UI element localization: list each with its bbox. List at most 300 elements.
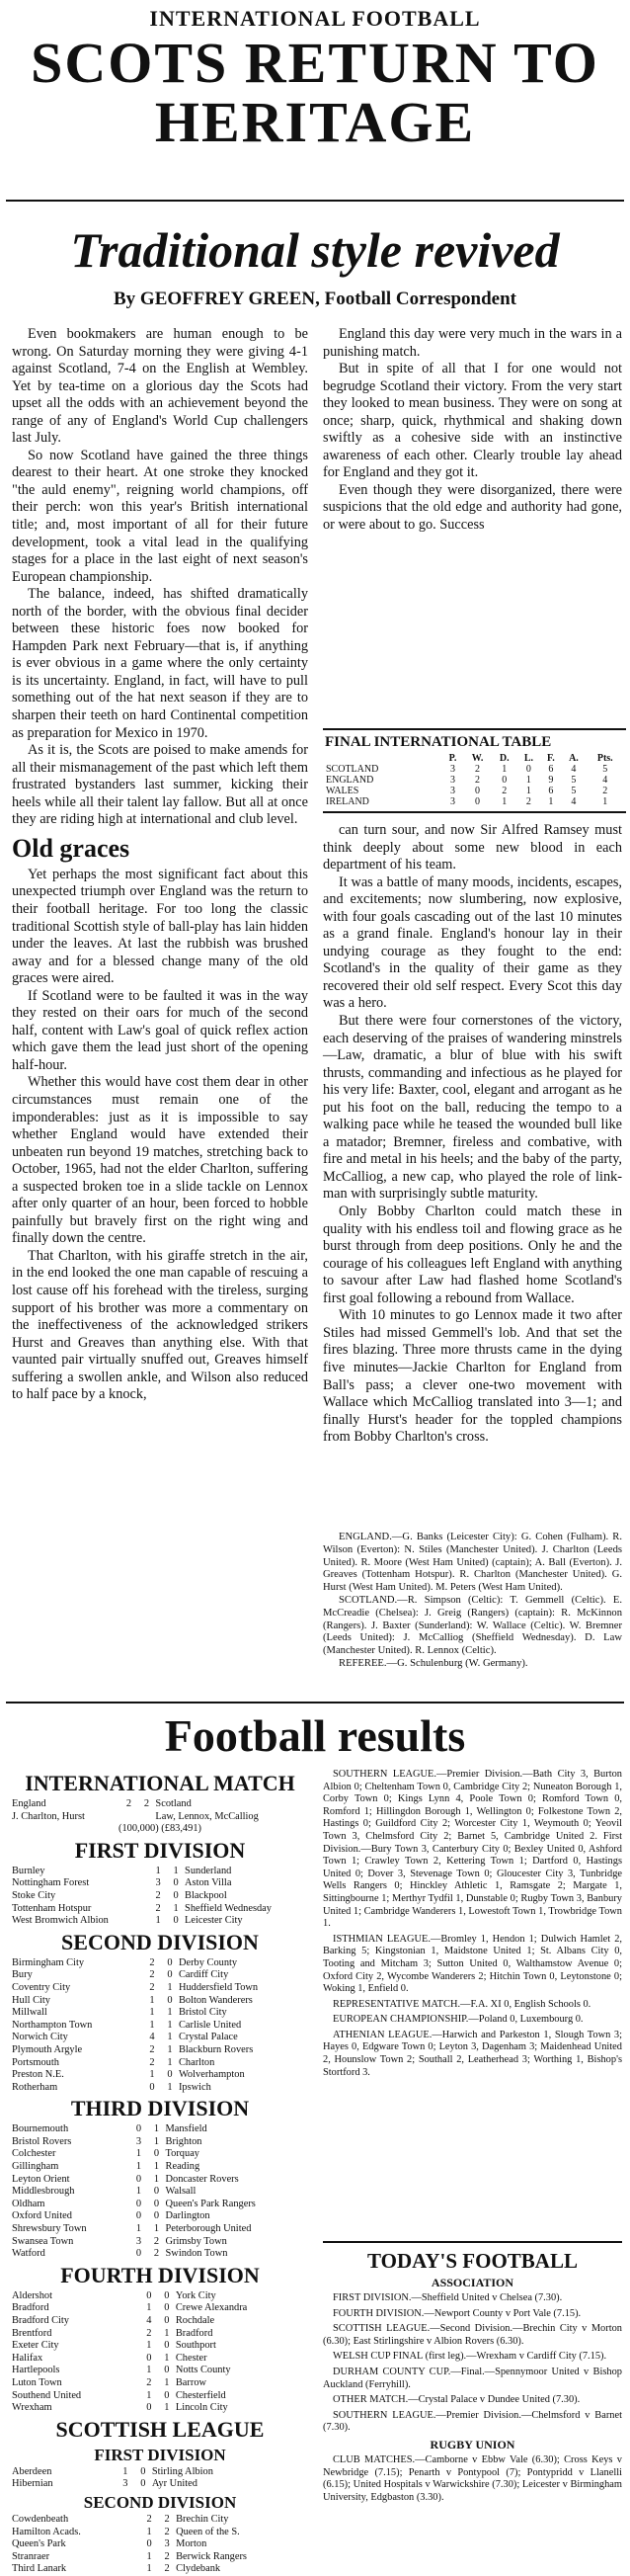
table-cell: 1 — [602, 796, 608, 807]
result-cell: Notts County — [175, 2365, 231, 2376]
results-subsection-title: FIRST DIVISION — [94, 2445, 226, 2464]
result-cell: Clydebank — [176, 2563, 221, 2575]
table-header-cell: L. — [523, 753, 533, 764]
result-row — [12, 2210, 308, 2223]
result-cell: Northampton Town — [12, 2019, 93, 2031]
table-cell: ENGLAND — [326, 775, 374, 786]
result-cell: 2 — [146, 2327, 152, 2339]
result-cell: Southend United — [12, 2389, 82, 2401]
result-row — [12, 2340, 308, 2353]
table-cell: 6 — [548, 764, 554, 775]
result-cell: 0 — [173, 1889, 179, 1901]
result-cell: Millwall — [12, 2007, 47, 2019]
result-cell: Sunderland — [185, 1865, 232, 1876]
result-cell: 2 — [149, 1981, 155, 1993]
result-cell: 0 — [167, 1956, 173, 1968]
result-cell: 0 — [164, 2365, 170, 2376]
result-cell: 1 — [167, 2081, 173, 2093]
result-cell: 1 — [135, 2161, 142, 2173]
result-cell: Bradford City — [12, 2315, 70, 2326]
result-row — [12, 2223, 308, 2236]
divider — [6, 200, 624, 202]
result-row — [12, 1982, 308, 1995]
result-cell: 1 — [149, 1994, 155, 2006]
result-cell: Hartlepools — [12, 2365, 60, 2376]
result-cell: 0 — [164, 2389, 170, 2401]
table-cell: 3 — [450, 786, 455, 796]
results-section-title: FOURTH DIVISION — [60, 2262, 260, 2287]
result-cell: 1 — [153, 2173, 160, 2185]
result-cell: 0 — [153, 2198, 160, 2209]
lineup-paragraph: ENGLAND.—G. Banks (Leicester City): G. Cohen (Fulham). R. Wilson (Everton): N. Stiles (Manchester United). J. Charlton (Leeds United). R. Moore (West Ham United) (captain); A. Ball (Everton). J. Greaves (Tottenham Hotspur). R. Charlton (Manchester United). G. Hurst (West Ham United). M. Peters (West Ham United). — [323, 1532, 622, 1594]
result-cell: 3 — [135, 2135, 142, 2147]
result-cell: 2 — [149, 1956, 155, 1968]
result-cell: Torquay — [165, 2148, 200, 2160]
table-header-cell: Pts. — [596, 753, 613, 764]
result-cell: 2 — [164, 2526, 170, 2537]
table-header-cell: F. — [547, 753, 555, 764]
result-cell: Tottenham Hotspur — [12, 1902, 92, 1914]
result-cell: Aberdeen — [12, 2465, 52, 2477]
table-header-cell — [325, 753, 442, 764]
table-cell: 3 — [450, 764, 455, 775]
final-international-table — [323, 728, 626, 813]
fixture-paragraph: SCOTTISH LEAGUE.—Second Division.—Brechin City v Morton (6.30); East Stirlingshire v Albion Rovers (6.30). — [323, 2323, 622, 2347]
result-cell: Plymouth Argyle — [12, 2043, 83, 2055]
result-cell: Bradford — [175, 2327, 213, 2339]
table-header-cell: W. — [471, 753, 484, 764]
result-cell: 1 — [155, 1915, 161, 1927]
article-paragraph: With 10 minutes to go Lennox made it two after Stiles had missed Gemmell's lob. And that set the fires blazing. Three more thrusts came in the dying five minutes—Jackie Charlton for England from Ball's pass; a clever one-two movement with Wallace which McCalliog translated into 3—1; and finally Hurst's header for the toppled champions from Bobby Charlton's cross. — [323, 1307, 622, 1446]
result-cell: Bury — [12, 1969, 33, 1981]
result-cell: 0 — [167, 1994, 173, 2006]
result-row — [12, 2020, 308, 2033]
team-lineups — [323, 1532, 622, 1671]
result-cell: 1 — [153, 2223, 160, 2235]
results-table — [12, 2466, 308, 2491]
results-right-column — [323, 1769, 622, 2082]
table-cell: 0 — [525, 764, 531, 775]
result-cell: Aldershot — [12, 2289, 52, 2301]
result-cell: Rochdale — [175, 2315, 215, 2326]
table-row — [325, 775, 624, 786]
table-cell: 4 — [602, 775, 608, 786]
result-cell: 2 — [149, 2043, 155, 2055]
result-cell: J. Charlton, Hurst — [12, 1810, 85, 1822]
table-cell: 1 — [525, 775, 531, 786]
result-row — [12, 1811, 308, 1824]
result-cell: 2 — [149, 2056, 155, 2068]
result-cell: Darlington — [165, 2210, 210, 2222]
result-cell: 0 — [135, 2198, 142, 2209]
table-cell: 0 — [475, 796, 481, 807]
results-left-column — [12, 1769, 308, 2576]
result-cell: 0 — [135, 2210, 142, 2222]
result-row — [12, 2069, 308, 2082]
fixture-paragraph: FIRST DIVISION.—Sheffield United v Chelsea (7.30). — [333, 2292, 563, 2303]
table-cell: 5 — [602, 764, 608, 775]
table-cell: 5 — [571, 786, 577, 796]
result-cell: Peterborough United — [165, 2223, 252, 2235]
standings-table — [325, 753, 624, 807]
result-cell: West Bromwich Albion — [12, 1915, 109, 1927]
result-cell: Doncaster Rovers — [165, 2173, 239, 2185]
result-cell: Portsmouth — [12, 2056, 59, 2068]
attendance: (100,000) (£83,491) — [118, 1823, 201, 1835]
lineup-paragraph: REFEREE.—G. Schulenburg (W. Germany). — [339, 1657, 528, 1669]
article-paragraph: As it is, the Scots are poised to make amends for all their mismanagement of the past which left them frustrated bystanders last summer, kicking their heels while all their talent lay fallow. But all at once they are riding high at international and club level. — [12, 742, 308, 828]
headline — [0, 31, 630, 154]
result-cell: Queen's Park — [12, 2538, 66, 2550]
table-title: FINAL INTERNATIONAL TABLE — [325, 734, 552, 750]
result-cell: 0 — [153, 2210, 160, 2222]
table-cell: IRELAND — [326, 796, 369, 807]
result-row — [12, 2563, 308, 2576]
result-cell: Oldham — [12, 2198, 45, 2209]
result-cell: 2 — [146, 2376, 152, 2388]
result-row — [12, 2402, 308, 2415]
rugby-heading: RUGBY UNION — [430, 2437, 515, 2451]
result-cell: Berwick Rangers — [176, 2550, 247, 2562]
article-column-1 — [12, 326, 308, 1404]
table-cell: WALES — [326, 786, 359, 796]
result-cell: 1 — [149, 2019, 155, 2031]
result-cell: Derby County — [178, 1956, 238, 1968]
result-cell: 2 — [149, 1969, 155, 1981]
result-row — [12, 1890, 308, 1903]
results-section-title: INTERNATIONAL MATCH — [25, 1771, 295, 1795]
result-cell: 1 — [153, 2135, 160, 2147]
result-cell: Lincoln City — [175, 2402, 228, 2414]
table-cell: 2 — [502, 786, 508, 796]
result-row — [12, 2082, 308, 2095]
result-cell: 0 — [164, 2315, 170, 2326]
result-cell: 0 — [164, 2289, 170, 2301]
section-kicker: INTERNATIONAL FOOTBALL — [149, 6, 481, 31]
result-cell: 2 — [125, 1798, 132, 1809]
result-cell: England — [12, 1798, 46, 1809]
result-row — [12, 2377, 308, 2390]
fixture-paragraph: DURHAM COUNTY CUP.—Final.—Spennymoor United v Bishop Auckland (Ferryhill). — [323, 2366, 622, 2390]
article-paragraph: Even bookmakers are human enough to be wrong. On Saturday morning they were giving 4-1 against Scotland, 7-4 on the English at Wembley. Yet by tea-time on a glorious day the Scots had upset all the odds with an achievement beyond the range of any of England's World Cup challengers last July. — [12, 326, 308, 447]
result-cell: 2 — [155, 1902, 161, 1914]
result-cell: Halifax — [12, 2352, 43, 2364]
result-cell: 3 — [164, 2538, 170, 2550]
table-row — [325, 796, 624, 807]
result-cell: 0 — [140, 2478, 146, 2490]
result-cell: Aston Villa — [185, 1877, 232, 1889]
result-cell: Middlesbrough — [12, 2186, 75, 2198]
result-cell: Oxford United — [12, 2210, 72, 2222]
results-table — [12, 2123, 308, 2261]
table-cell: SCOTLAND — [326, 764, 379, 775]
result-cell: 3 — [135, 2235, 142, 2247]
table-cell: 6 — [548, 786, 554, 796]
result-cell: Hamilton Acads. — [12, 2526, 81, 2537]
result-cell: Coventry City — [12, 1981, 71, 1993]
result-row — [12, 2538, 308, 2551]
result-cell: Wrexham — [12, 2402, 52, 2414]
result-cell: Nottingham Forest — [12, 1877, 90, 1889]
result-cell: 0 — [153, 2186, 160, 2198]
article-paragraph: It was a battle of many moods, incidents, escapes, and excitements; now slumbering, now explosive, with four goals cascading out of the last 10 minutes as a grand finale. England's honour lay in their undying courage as they fought to the end: Scotland's in the quality of their game as they recovered their old self respect. Every Scot this day was a hero. — [323, 873, 622, 1012]
results-section-title: FIRST DIVISION — [74, 1837, 246, 1863]
result-cell: 0 — [146, 2289, 152, 2301]
result-cell: Burnley — [12, 1865, 45, 1876]
table-cell: 1 — [502, 764, 508, 775]
result-cell: Queen of the S. — [176, 2526, 240, 2537]
article-paragraph: The balance, indeed, has shifted dramatically north of the border, with the obvious final decider between these historic foes now booked for Hampden Park next February—that is, if anything is ever obvious in a game where the only certainty is its uncertainty. England, in fact, will have to pull something out of the hat next season if they are to sharpen their teeth on hard Continental competition as preparation for Mexico in 1970. — [12, 586, 308, 741]
result-cell: 0 — [135, 2248, 142, 2260]
result-row — [12, 2248, 308, 2261]
article-paragraph: Even though they were disorganized, there were suspicions that the old edge and authority had gone, or were about to go. Success — [323, 481, 622, 534]
result-cell: Colchester — [12, 2148, 56, 2160]
table-cell: 2 — [475, 775, 481, 786]
fixture-paragraph: CLUB MATCHES.—Camborne v Ebbw Vale (6.30); Cross Keys v Newbridge (7.15); Penarth v Pontypool (7); Pontypridd v Llanelli (6.15); United Hospitals v Warwickshire (7.30); Leicester v Birmingham University, Edgbaston (3.30). — [323, 2453, 622, 2503]
result-row — [12, 2315, 308, 2328]
result-row — [12, 2007, 308, 2020]
result-cell: 1 — [149, 2069, 155, 2081]
result-cell: Ipswich — [178, 2081, 211, 2093]
result-cell: Morton — [176, 2538, 207, 2550]
result-cell: 2 — [164, 2563, 170, 2575]
result-cell: Blackburn Rovers — [178, 2043, 254, 2055]
article-paragraph: Whether this would have cost them dear in other circumstances must remain one of the imponderables: just as it is impossible to say whether England would have extended their unbeaten run beyond 19 matches, stretching back to October, 1965, had not the elder Charlton, suffering a suspected broken toe in a slide tackle on Lennox after only quarter of an hour, been forced to hobble painfully but bravely first on the right wing and finally down the centre. — [12, 1074, 308, 1247]
result-cell: 1 — [146, 2302, 152, 2314]
result-row — [12, 2148, 308, 2161]
result-cell: Grimsby Town — [165, 2235, 227, 2247]
table-cell: 5 — [571, 775, 577, 786]
result-row — [12, 2236, 308, 2249]
result-cell: Stirling Albion — [151, 2465, 213, 2477]
result-cell: 1 — [155, 1865, 161, 1876]
result-cell: Preston N.E. — [12, 2069, 64, 2081]
result-row — [12, 2136, 308, 2149]
result-cell: Crewe Alexandra — [175, 2302, 248, 2314]
article-paragraph: That Charlton, with his giraffe stretch in the air, in the end looked the one man capable of rescuing a lost cause off his forehead with the tireless, surging support of his brother was more a commentary on the ineffectiveness of the acknowledged strikers Hurst and Greaves than anything else. With that vaunted pair virtually snuffed out, Greaves himself suffering a swollen ankle, and Wilson also reduced to half pace by a knock, — [12, 1247, 308, 1403]
result-cell: Queen's Park Rangers — [165, 2198, 256, 2209]
todays-football — [323, 2241, 622, 2507]
result-cell: Bolton Wanderers — [178, 1994, 253, 2006]
result-cell: 2 — [143, 1798, 150, 1809]
result-row — [12, 2302, 308, 2315]
result-cell: Walsall — [165, 2186, 197, 2198]
result-cell: 1 — [146, 2550, 152, 2562]
result-cell: Carlisle United — [178, 2019, 242, 2031]
result-cell: Scotland — [155, 1798, 192, 1809]
result-cell: 0 — [173, 1877, 179, 1889]
result-row — [12, 2353, 308, 2366]
results-table — [12, 2514, 308, 2576]
result-cell: 1 — [164, 2352, 170, 2364]
results-paragraph: REPRESENTATIVE MATCH.—F.A. XI 0, English Schools 0. — [333, 1998, 591, 2010]
table-header-row — [325, 753, 624, 764]
result-cell: 1 — [164, 2376, 170, 2388]
table-header-cell: D. — [499, 753, 510, 764]
result-cell: Ayr United — [151, 2478, 197, 2490]
result-cell: Brighton — [165, 2135, 202, 2147]
result-row — [12, 2032, 308, 2044]
result-cell: 1 — [167, 2019, 173, 2031]
result-cell: 1 — [153, 2161, 160, 2173]
result-cell: Huddersfield Town — [178, 1981, 259, 1993]
result-cell: Brentford — [12, 2327, 52, 2339]
international-result — [12, 1798, 308, 1823]
article-paragraph: Only Bobby Charlton could match these in quality with his endless toil and flowing grace as he burst through from deep positions. Only he and the courage of his colleagues left England with anything to savour after Law had flashed home Scotland's first goal following a rebound from Wallace. — [323, 1204, 622, 1306]
result-cell: 0 — [149, 2081, 155, 2093]
result-cell: Swansea Town — [12, 2235, 74, 2247]
result-cell: Third Lanark — [12, 2563, 67, 2575]
result-cell: York City — [175, 2289, 216, 2301]
result-cell: Bradford — [12, 2302, 49, 2314]
result-cell: 1 — [135, 2186, 142, 2198]
result-cell: Luton Town — [12, 2376, 62, 2388]
fixture-paragraph: FOURTH DIVISION.—Newport County v Port Vale (7.15). — [333, 2307, 582, 2319]
result-cell: Norwich City — [12, 2032, 68, 2043]
result-cell: Southport — [175, 2340, 216, 2352]
table-cell: 4 — [571, 796, 577, 807]
table-cell: 1 — [502, 796, 508, 807]
article-paragraph: If Scotland were to be faulted it was in the way they rested on their oars for much of the second half, content with Law's goal of quick reflex action which gave them the lead just short of the opening half-hour. — [12, 987, 308, 1073]
result-row — [12, 2199, 308, 2211]
result-cell: Law, Lennox, McCalliog — [155, 1810, 259, 1822]
result-row — [12, 2161, 308, 2174]
result-cell: Charlton — [178, 2056, 215, 2068]
article-paragraph: can turn sour, and now Sir Alfred Ramsey must think deeply about some new blood in each department of his team. — [323, 822, 622, 873]
result-cell: 1 — [164, 2327, 170, 2339]
result-cell: 1 — [167, 2043, 173, 2055]
article-paragraph: But in spite of all that I for one would not begrudge Scotland their victory. From the very start they looked to mean business. They were on song at once; sharp, quick, rhythmical and shaking down swiftly as a cohesive side with an instinctive awareness of each other. Clearly trouble lay ahead for England and they got it. — [323, 361, 622, 481]
result-cell: Swindon Town — [165, 2248, 228, 2260]
table-cell: 3 — [450, 796, 455, 807]
association-heading: ASSOCIATION — [431, 2276, 514, 2289]
article-paragraph: So now Scotland have gained the three things dearest to their heart. At one stroke they knocked "the auld enemy", reigning world champions, off their perch: won this year's British international title; and, most important of all for their future development, took a vital lead in the qualifying stages for a place in the last eight of next season's European championship. — [12, 447, 308, 585]
result-row — [12, 2551, 308, 2564]
result-cell: 2 — [153, 2248, 160, 2260]
table-header-cell: A. — [569, 753, 579, 764]
result-row — [12, 1995, 308, 2008]
result-cell: 0 — [173, 1915, 179, 1927]
result-row — [12, 2514, 308, 2527]
section-heading-old-graces: Old graces — [12, 833, 130, 863]
result-cell: Chester — [175, 2352, 207, 2364]
result-cell: 1 — [146, 2365, 152, 2376]
result-cell: Bournemouth — [12, 2123, 69, 2135]
result-cell: Bristol City — [178, 2007, 227, 2019]
result-cell: 2 — [153, 2235, 160, 2247]
result-cell: 0 — [153, 2148, 160, 2160]
result-row — [12, 2290, 308, 2303]
result-cell: Barrow — [175, 2376, 207, 2388]
results-section-title: SECOND DIVISION — [83, 2492, 237, 2512]
result-cell: Stranraer — [12, 2550, 50, 2562]
subheadline: Traditional style revived — [70, 222, 560, 278]
article-paragraph: But there were four cornerstones of the victory, each deserving of the praises of wandering minstrels—Law, dramatic, a blur of blue with his swift thrusts, commanding and infectious as he played for his very life: Baxter, cool, elegant and arrogant as he put his foot on the ball, reducing the tempo to a walking pace while he teased the wounded bull like a matador; Bremner, fireless and combative, with fire and metal in his heels; and the baby of the party, McCalliog, a new cap, who played the role of link-man with surprisingly subtle maturity. — [323, 1013, 622, 1203]
result-cell: Stoke City — [12, 1889, 56, 1901]
result-cell: 3 — [155, 1877, 161, 1889]
table-cell: 2 — [602, 786, 608, 796]
result-cell: 1 — [146, 2389, 152, 2401]
result-row — [12, 1903, 308, 1916]
divider — [6, 1702, 624, 1703]
results-section-title: THIRD DIVISION — [70, 2096, 250, 2121]
result-cell: 1 — [146, 2526, 152, 2537]
result-row — [12, 1877, 308, 1890]
table-cell: 2 — [525, 796, 531, 807]
table-cell: 0 — [475, 786, 481, 796]
results-paragraph: ISTHMIAN LEAGUE.—Bromley 1, Hendon 1; Dulwich Hamlet 2, Barking 5; Kingstonian 1, Maidstone United 1; St. Albans City 0, Tooting and Mitcham 3; Sutton United 0, Walthamstow Avenue 0; Oxford City 2, Wycombe Wanderers 2; Hitchin Town 0, Leytonstone 0; Woking 1, Enfield 0. — [323, 1933, 622, 1995]
result-cell: 2 — [155, 1889, 161, 1901]
table-cell: 2 — [475, 764, 481, 775]
rugby-fixtures — [323, 2454, 622, 2504]
fixture-paragraph: WELSH CUP FINAL (first leg).—Wrexham v Cardiff City (7.15). — [333, 2351, 607, 2363]
result-cell: 0 — [146, 2402, 152, 2414]
headline-line-1: SCOTS RETURN TO — [31, 31, 599, 95]
result-cell: Watford — [12, 2248, 45, 2260]
todays-fixtures — [323, 2292, 622, 2435]
results-table — [12, 1866, 308, 1928]
result-cell: Blackpool — [185, 1889, 227, 1901]
result-cell: 1 — [146, 2563, 152, 2575]
result-cell: 1 — [173, 1902, 179, 1914]
result-cell: Rotherham — [12, 2081, 58, 2093]
result-row — [12, 2466, 308, 2479]
result-cell: Leicester City — [185, 1915, 243, 1927]
result-cell — [119, 1811, 137, 1824]
results-paragraph: SOUTHERN LEAGUE.—Premier Division.—Bath City 3, Burton Albion 0; Cheltenham Town 0, Cambridge City 2; Nuneaton Borough 1, Corby Town 0; Kings Lynn 4, Poole Town 0; Romford Town 0, Romford 1; Hillingdon Borough 1, Wellington 0; Folkestone Town 2, Hastings 0; Guildford City 2; Worcester City 1, Weymouth 0; Yeovil Town 3, Chelmsford City 2; Barnet 5, Cambridge United 2. First Division.—Bury Town 3, Canterbury City 0; Bexley United 0, Ashford Town 1; Crawley Town 2, Kettering Town 1; Dartford 0, Hastings United 0; Dover 3, Stevenage Town 0; Gloucester City 3, Tunbridge Wells Rangers 0; Hinckley Athletic 1, Ramsgate 2; Margate 1, Sittingbourne 1; Merthyr Tydfil 1, Dunstable 0; Rugby Town 3, Banbury United 1; Cambridge Wanderers 1, Lowestoft Town 1, Trowbridge Town 1. — [323, 1769, 622, 1930]
result-cell: 1 — [149, 2007, 155, 2019]
result-row — [12, 2390, 308, 2403]
result-row — [12, 2174, 308, 2187]
table-header-cell: P. — [448, 753, 457, 764]
result-row — [12, 1915, 308, 1928]
byline: By GEOFFREY GREEN, Football Correspondent — [114, 289, 516, 309]
result-cell: 2 — [164, 2513, 170, 2525]
result-cell: 1 — [135, 2223, 142, 2235]
result-cell: 1 — [167, 2032, 173, 2043]
results-section-title: SECOND DIVISION — [61, 1929, 259, 1954]
result-cell: 1 — [122, 2465, 128, 2477]
result-cell: 0 — [135, 2123, 142, 2135]
result-cell: 0 — [140, 2465, 146, 2477]
todays-football-title: TODAY'S FOOTBALL — [367, 2249, 578, 2273]
result-row — [12, 2123, 308, 2136]
result-cell: Leyton Orient — [12, 2173, 70, 2185]
result-cell: 1 — [167, 2007, 173, 2019]
table-cell: 9 — [548, 775, 554, 786]
table-cell: 3 — [450, 775, 455, 786]
result-cell: Hibernian — [12, 2478, 53, 2490]
result-cell: 1 — [164, 2402, 170, 2414]
result-cell: Hull City — [12, 1994, 50, 2006]
result-cell: 0 — [164, 2340, 170, 2352]
result-cell: 0 — [164, 2302, 170, 2314]
lineup-paragraph: SCOTLAND.—R. Simpson (Celtic): T. Gemmell (Celtic). E. McCreadie (Chelsea): J. Greig (Rangers) (captain): R. McKinnon (Rangers). J. Baxter (Sunderland): W. Wallace (Celtic). W. Bremner (Leeds United): J. McCalliog (Sheffield Wednesday). D. Law (Manchester United). R. Lennox (Celtic). — [323, 1594, 622, 1657]
result-cell: Shrewsbury Town — [12, 2223, 87, 2235]
result-row — [12, 1957, 308, 1970]
result-cell: Birmingham City — [12, 1956, 85, 1968]
result-cell: Cowdenbeath — [12, 2513, 69, 2525]
article-paragraph: Yet perhaps the most significant fact about this unexpected triumph over England was the return to their football heritage. For too long the classic traditional Scottish style of ball-play has lain hidden under the leaves. At last the rubbish was brushed away and for a blessed change many of the old graces were aired. — [12, 866, 308, 987]
result-cell: Reading — [165, 2161, 200, 2173]
fixture-paragraph: SOUTHERN LEAGUE.—Premier Division.—Chelmsford v Barnet (7.30). — [323, 2409, 622, 2434]
result-cell: Cardiff City — [178, 1969, 229, 1981]
results-table — [12, 2290, 308, 2415]
result-cell: 3 — [122, 2478, 128, 2490]
result-row — [12, 2186, 308, 2199]
result-cell: Exeter City — [12, 2340, 59, 2352]
result-cell: 2 — [146, 2513, 152, 2525]
